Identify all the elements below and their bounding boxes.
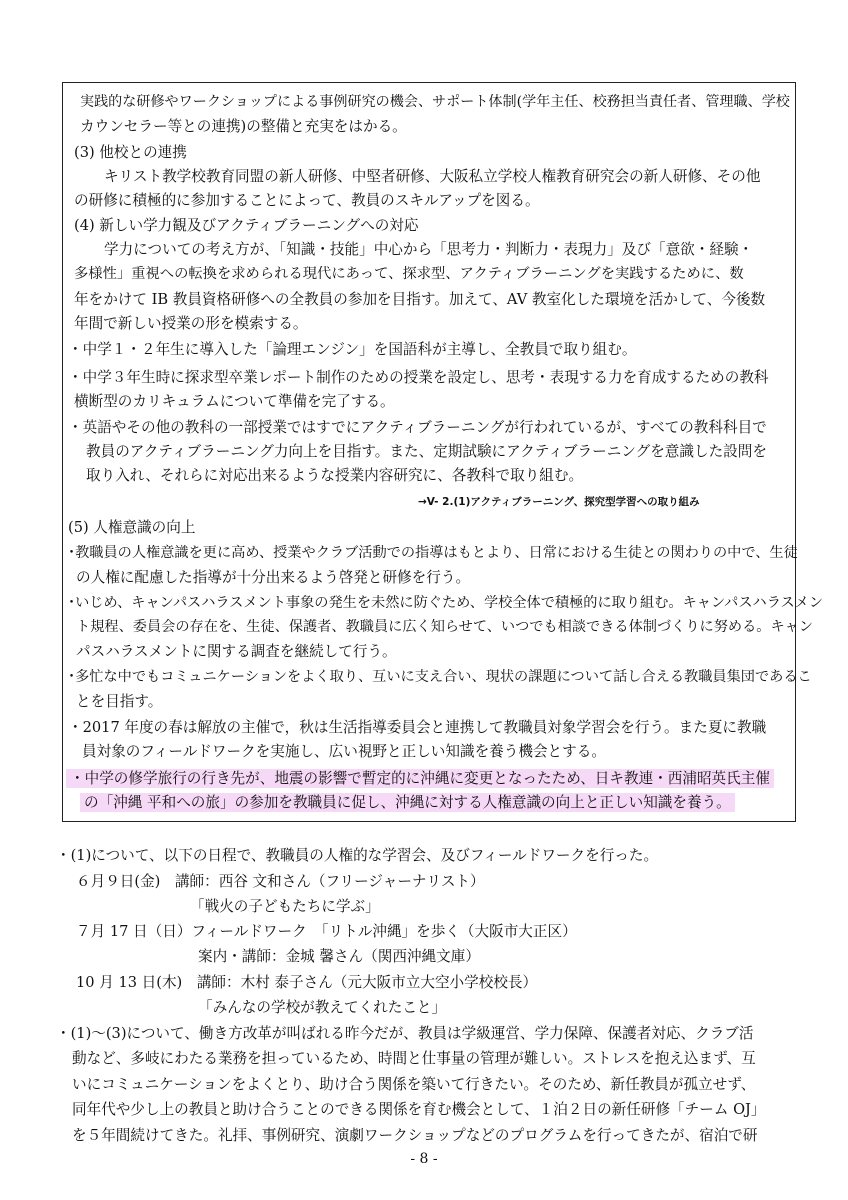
bullet-item: ･いじめ、キャンパスハラスメント事象の発生を未然に防ぐため、学校全体で積極的に取り組む。キャンパスハラスメン: [68, 595, 824, 611]
plan-line: 学力についての考え方が、「知識・技能」中心から「思考力・判断力・表現力」及び「意欲・経験・: [104, 241, 754, 258]
bullet-item: ・英語やその他の教科の一部授業ではすでにアクティブラーニングが行われているが、すべての教科科目で: [68, 419, 767, 436]
report-line: を５年間続けてきた。礼拝、事例研究、演劇ワークショップなどのプログラムを行ってきたが、宿泊で研: [72, 1127, 758, 1144]
lecture-title: 「戦火の子どもたちに学ぶ」: [190, 898, 380, 915]
schedule-item: ７月 17 日（日）フィールドワーク 「リトル沖縄」を歩く（大阪市大正区）: [76, 923, 577, 940]
plan-line: とを目指す。: [76, 693, 163, 710]
plan-line: 実践的な研修やワークショップによる事例研究の機会、サポート体制(学年主任、校務担当責任者、管理職、学校: [80, 94, 790, 110]
report-line: いにコミュニケーションをよくとり、助け合う関係を築いて行きたい。そのため、新任教員が孤立せず、: [72, 1076, 756, 1093]
plan-line: 教員のアクティブラーニング力向上を目指す。また、定期試験にアクティブラーニングを意識した設問を: [86, 443, 767, 460]
plan-line: の研修に積極的に参加することによって、教員のスキルアップを図る。: [74, 192, 540, 209]
bullet-item: ･教職員の人権意識を更に高め、授業やクラブ活動での指導はもとより、日常における生徒との関わりの中で、生徒: [68, 545, 798, 561]
bullet-item: ・中学１・２年生に導入した「論理エンジン」を国語科が主導し、全教員で取り組む。: [68, 341, 637, 358]
schedule-item: 10 月 13 日(木) 講師：木村 泰子さん（元大阪市立大空小学校校長）: [76, 974, 538, 991]
plan-line: パスハラスメントに関する調査を継続して行う。: [76, 643, 397, 660]
schedule-detail: 案内・講師：金城 馨さん（関西沖縄文庫）: [198, 948, 480, 965]
plan-line: カウンセラー等との連携)の整備と充実をはかる。: [80, 118, 407, 135]
plan-line: 横断型のカリキュラムについて準備を完了する。: [74, 393, 395, 410]
report-line: ・(1)について、以下の日程で、教職員の人権的な学習会、及びフィールドワークを行った。: [56, 847, 659, 864]
page-number: - 8 -: [410, 1151, 438, 1167]
bullet-item: ･多忙な中でもコミュニケーションをよく取り、互いに支え合い、現状の課題について話し合える教職員集団であるこ: [68, 669, 812, 685]
schedule-item: ６月９日(金) 講師：西谷 文和さん（フリージャーナリスト）: [76, 873, 485, 890]
plan-line: 年をかけて IB 教員資格研修への全教員の参加を目指す。加えて、AV 教室化した環境を活かして、今後数: [74, 291, 766, 308]
highlighted-bullet: ・中学の修学旅行の行き先が、地震の影響で暫定的に沖縄に変更となったため、日キ教連・西浦昭英氏主催: [66, 769, 774, 788]
section-heading-3: (3) 他校との連携: [74, 144, 187, 161]
section-heading-5: (5) 人権意識の向上: [68, 519, 196, 536]
plan-line: 多様性」重視への転換を求められる現代にあって、探求型、アクティブラーニングを実践するために、数: [74, 266, 744, 282]
report-line: ・(1)～(3)について、働き方改革が叫ばれる昨今だが、教員は学級運営、学力保障、保護者対応、クラブ活: [56, 1025, 754, 1042]
report-line: 動など、多岐にわたる業務を担っているため、時間と仕事量の管理が難しい。ストレスを抱え込まず、互: [72, 1050, 756, 1067]
section-heading-4: (4) 新しい学力観及びアクティブラーニングへの対応: [74, 217, 419, 234]
cross-reference: →V- 2.(1)アクティブラーニング、探究型学習への取り組み: [418, 496, 700, 508]
plan-line: ト規程、委員会の存在を、生徒、保護者、教職員に広く知らせて、いつでも相談できる体制づくりに努める。キャン: [76, 619, 814, 635]
plan-line: 年間で新しい授業の形を模索する。: [74, 315, 308, 332]
lecture-title: 「みんなの学校が教えてくれたこと」: [198, 999, 447, 1016]
report-line: 同年代や少し上の教員と助け合うことのできる関係を育む機会として、１泊２日の新任研修「チーム OJ」: [72, 1101, 766, 1118]
bullet-item: ・2017 年度の春は解放の主催で，秋は生活指導委員会と連携して教職員対象学習会を行う。また夏に教職: [68, 719, 767, 736]
highlighted-line: の「沖縄 平和への旅」の参加を教職員に促し、沖縄に対する人権意識の向上と正しい知識を養う。: [80, 793, 735, 812]
plan-line: 員対象のフィールドワークを実施し、広い視野と正しい知識を養う機会とする。: [82, 743, 606, 760]
bullet-item: ・中学３年生時に探求型卒業レポート制作のための授業を設定し、思考・表現する力を育成するための教科: [68, 369, 769, 386]
plan-line: 取り入れ、それらに対応出来るような授業内容研究に、各教科で取り組む。: [86, 467, 584, 484]
plan-line: の人権に配慮した指導が十分出来るよう啓発と研修を行う。: [76, 569, 471, 586]
plan-line: キリスト教学校教育同盟の新人研修、中堅者研修、大阪私立学校人権教育研究会の新人研修、その他: [104, 168, 761, 185]
